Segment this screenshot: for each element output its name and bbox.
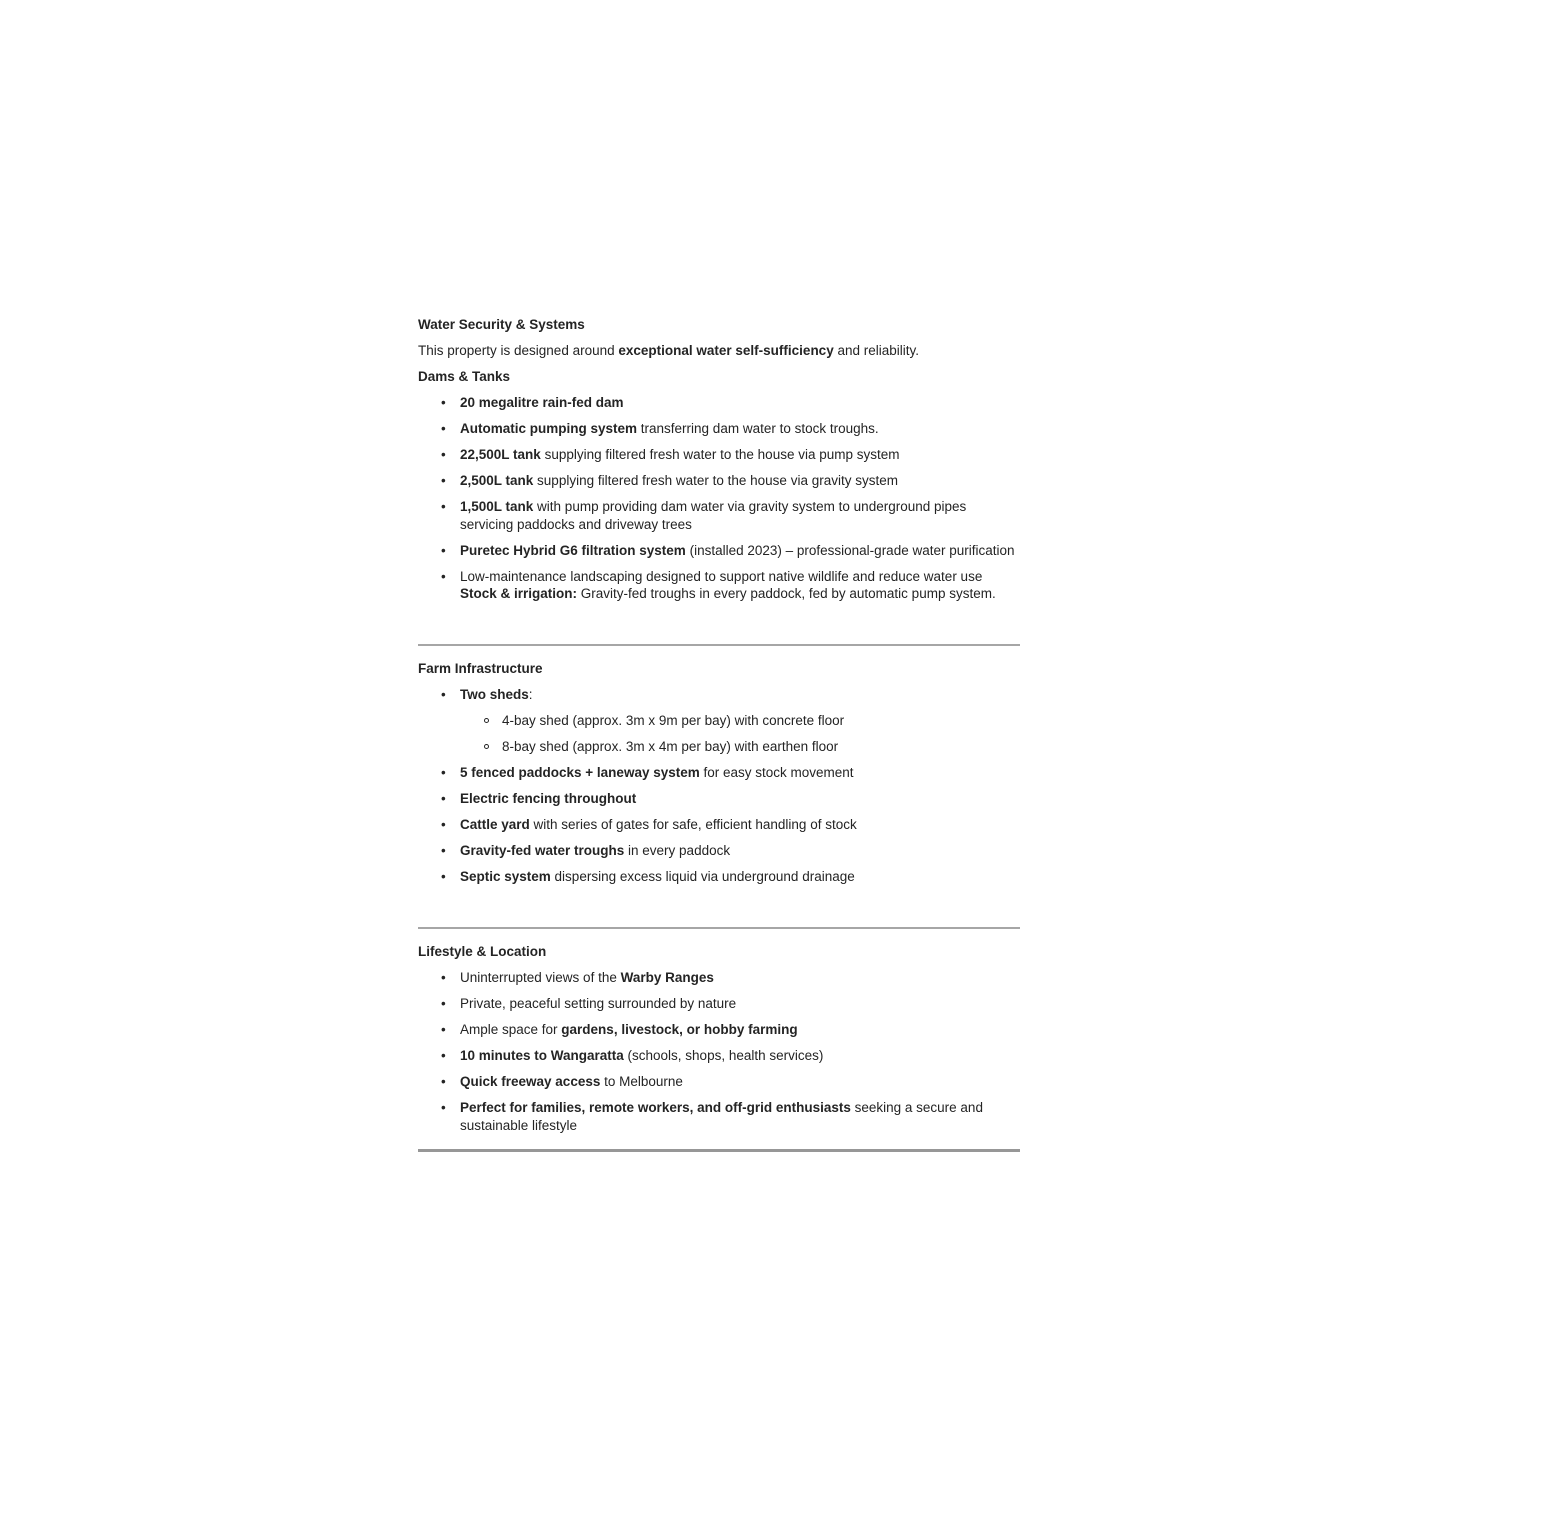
list-item — [418, 969, 1020, 987]
document-content — [418, 316, 1020, 1152]
text-run: Low-maintenance landscaping designed to support native wildlife and reduce water use — [460, 568, 983, 584]
section-heading: Lifestyle & Location — [418, 944, 547, 959]
list-item — [418, 816, 1020, 834]
list-item — [418, 472, 1020, 490]
bullet-icon: • — [441, 1022, 446, 1037]
text-run: supplying filtered fresh water to the house via gravity system — [533, 473, 898, 488]
list-item — [418, 995, 1020, 1013]
text-run: Uninterrupted views of the — [460, 970, 621, 985]
list-item — [418, 764, 1020, 782]
text-run: and reliability. — [833, 343, 919, 358]
list-item — [418, 1073, 1020, 1091]
lifestyle-location-list — [418, 969, 1020, 1134]
list-item — [418, 542, 1020, 560]
list-item-text — [460, 1100, 983, 1133]
list-item — [418, 394, 1020, 412]
bold-text-run: 5 fenced paddocks + laneway system — [460, 765, 700, 780]
section-heading: Farm Infrastructure — [418, 661, 543, 676]
list-item — [418, 842, 1020, 860]
list-item-text — [460, 817, 857, 832]
list-item — [418, 790, 1020, 808]
bullet-icon: • — [441, 765, 446, 780]
list-item-text — [460, 395, 624, 410]
bullet-icon: • — [441, 687, 446, 702]
bullet-icon: • — [441, 843, 446, 858]
bullet-icon: • — [441, 869, 446, 884]
bold-text-run: Septic system — [460, 869, 551, 884]
bullet-icon: • — [441, 499, 446, 514]
list-item — [418, 420, 1020, 438]
text-run: supplying filtered fresh water to the house via pump system — [540, 447, 900, 462]
bullet-icon: • — [441, 421, 446, 436]
list-item — [418, 1099, 1020, 1134]
bold-text-run: 20 megalitre rain-fed dam — [460, 395, 624, 410]
list-item — [418, 446, 1020, 464]
subsection-heading: Dams & Tanks — [418, 369, 511, 384]
text-run: with pump providing dam water via gravity system to underground pipes servicing paddocks and driveway trees — [460, 499, 967, 532]
bold-text-run: Warby Ranges — [620, 970, 714, 985]
sub-list-item — [460, 712, 1020, 730]
farm-infrastructure-list — [418, 686, 1020, 886]
list-item — [418, 568, 1020, 603]
bold-text-run: Quick freeway access — [460, 1074, 601, 1089]
text-run: in every paddock — [624, 843, 731, 858]
text-run: Private, peaceful setting surrounded by nature — [460, 996, 737, 1011]
bullet-icon: • — [441, 996, 446, 1011]
list-item-text — [460, 843, 730, 858]
bullet-icon: • — [441, 473, 446, 488]
list-item-text — [460, 499, 966, 532]
section-lifestyle-location — [418, 943, 1020, 1134]
bullet-icon: • — [441, 447, 446, 462]
bold-text-run: Electric fencing throughout — [460, 791, 637, 806]
section-divider — [418, 644, 1020, 646]
circle-bullet-icon — [484, 744, 489, 749]
text-run: 4-bay shed (approx. 3m x 9m per bay) with concrete floor — [502, 713, 845, 728]
bullet-icon: • — [441, 1100, 446, 1115]
text-run: with series of gates for safe, efficient handling of stock — [529, 817, 857, 832]
bold-text-run: Automatic pumping system — [460, 421, 638, 436]
list-item-text — [502, 739, 838, 754]
list-item-text — [460, 1048, 823, 1063]
text-run: Gravity-fed troughs in every paddock, fed by automatic pump system. — [577, 586, 996, 601]
list-item-text — [460, 543, 1015, 558]
bold-text-run: 22,500L tank — [460, 447, 541, 462]
section-divider — [418, 927, 1020, 929]
list-item-text — [502, 713, 844, 728]
list-item-text — [460, 869, 855, 884]
list-item — [418, 1021, 1020, 1039]
bold-text-run: Gravity-fed water troughs — [460, 843, 625, 858]
list-item-text — [460, 1022, 798, 1037]
bold-text-run: 10 minutes to Wangaratta — [460, 1048, 624, 1063]
section-farm-infrastructure — [418, 660, 1020, 886]
text-run: Ample space for — [460, 1022, 562, 1037]
section-water-security — [418, 316, 1020, 603]
list-item-text — [460, 421, 879, 436]
bottom-divider — [418, 1149, 1020, 1152]
bold-text-run: 1,500L tank — [460, 499, 534, 514]
text-run: transferring dam water to stock troughs. — [637, 421, 879, 436]
bullet-icon: • — [441, 1048, 446, 1063]
list-item-text — [460, 791, 636, 806]
bold-text-run: 2,500L tank — [460, 473, 534, 488]
list-item-text — [460, 970, 714, 985]
circle-bullet-icon — [484, 718, 489, 723]
list-item-text — [460, 687, 533, 702]
list-item-text — [460, 1074, 683, 1089]
bullet-icon: • — [441, 791, 446, 806]
text-run: (schools, shops, health services) — [623, 1048, 824, 1063]
bold-text-run: Two sheds — [460, 687, 529, 702]
text-run: seeking a secure and sustainable lifestyle — [460, 1100, 983, 1133]
bullet-icon: • — [441, 817, 446, 832]
bullet-icon: • — [441, 970, 446, 985]
dams-tanks-list — [418, 394, 1020, 603]
bold-text-run: Cattle yard — [460, 817, 530, 832]
sub-list — [460, 712, 1020, 756]
list-item-text — [460, 996, 736, 1011]
text-run: (installed 2023) – professional-grade water purification — [685, 542, 1015, 558]
bold-text-run: Stock & irrigation: — [460, 586, 578, 601]
list-item — [418, 1047, 1020, 1065]
bullet-icon: • — [441, 1074, 446, 1089]
text-run: 8-bay shed (approx. 3m x 4m per bay) with earthen floor — [502, 739, 839, 754]
intro-paragraph — [418, 342, 1020, 360]
list-item — [418, 868, 1020, 886]
sub-list-item — [460, 738, 1020, 756]
bullet-icon: • — [441, 568, 446, 584]
list-item-text — [460, 765, 854, 780]
bold-text-run: Puretec Hybrid G6 filtration system — [460, 542, 686, 558]
text-run: dispersing excess liquid via underground drainage — [550, 869, 855, 884]
bullet-icon: • — [441, 395, 446, 410]
text-run: This property is designed around — [418, 343, 619, 358]
list-item — [418, 498, 1020, 533]
list-item-text — [460, 447, 900, 462]
text-run: : — [528, 687, 533, 702]
bold-text-run: Perfect for families, remote workers, and off-grid enthusiasts — [460, 1100, 851, 1115]
text-run: to Melbourne — [600, 1074, 683, 1089]
bold-text-run: exceptional water self-sufficiency — [618, 343, 834, 358]
section-heading: Water Security & Systems — [418, 317, 585, 332]
list-item-text — [460, 473, 898, 488]
bold-text-run: gardens, livestock, or hobby farming — [561, 1022, 798, 1037]
text-run: for easy stock movement — [699, 765, 854, 780]
bullet-icon: • — [441, 542, 446, 558]
list-item — [418, 686, 1020, 756]
list-item-text — [460, 569, 996, 602]
